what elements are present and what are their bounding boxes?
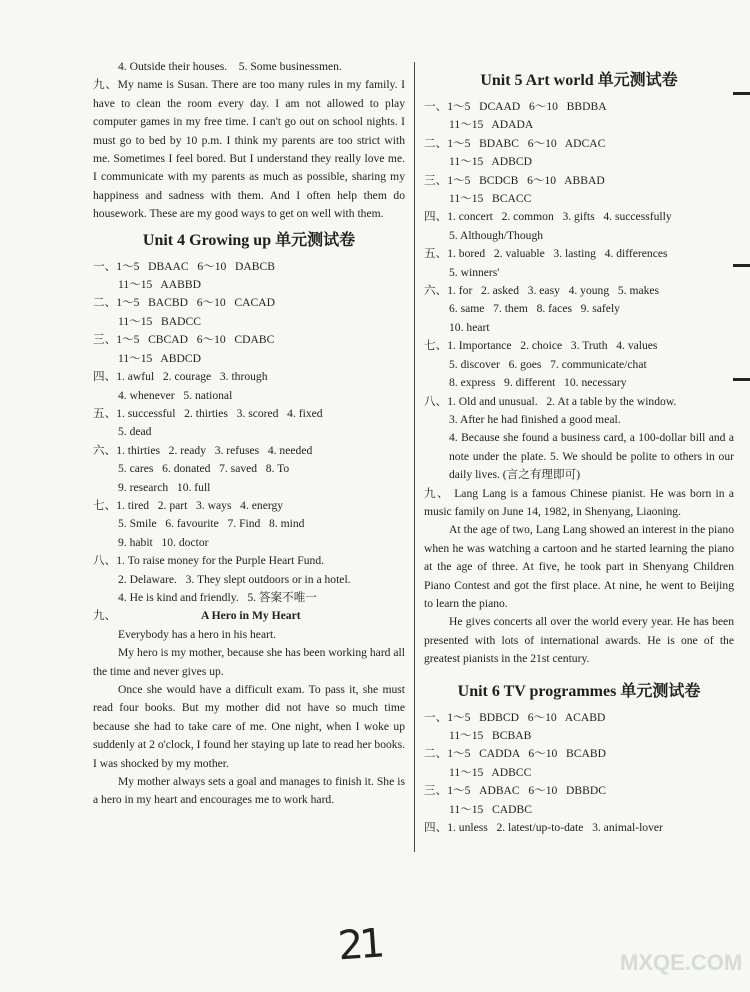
- answer-line: 四、1. concert 2. common 3. gifts 4. successfully: [424, 210, 672, 224]
- answer-line: 11～15 CADBC: [449, 802, 532, 816]
- margin-tick: [733, 378, 750, 381]
- answer-line: 七、1. tired 2. part 3. ways 4. energy: [93, 498, 284, 512]
- answer-line: 二、1～5 CADDA 6～10 BCABD: [424, 747, 606, 761]
- essay-body: [424, 485, 734, 669]
- unit4-answers: [93, 258, 405, 608]
- answer-line: 四、1. awful 2. courage 3. through: [93, 370, 268, 384]
- answer-line: 10. heart: [449, 320, 490, 334]
- unit6-title: Unit 6 TV programmes 单元测试卷: [457, 682, 701, 700]
- answer-line: 七、1. Importance 2. choice 3. Truth 4. values: [424, 339, 658, 353]
- answer-line: 9. habit 10. doctor: [118, 535, 209, 549]
- answer-line: 4. whenever 5. national: [118, 388, 233, 402]
- answer-line: 二、1～5 BACBD 6～10 CACAD: [93, 296, 275, 310]
- left-column: [93, 58, 405, 810]
- answer-line: 4. He is kind and friendly. 5. 答案不唯一: [118, 590, 317, 604]
- answer-line: 五、1. successful 2. thirties 3. scored 4. fixed: [93, 406, 323, 420]
- answer-line: 三、1～5 ADBAC 6～10 DBBDC: [424, 784, 606, 798]
- answer-line: 11～15 AABBD: [118, 278, 201, 292]
- margin-tick: [733, 92, 750, 95]
- answer-line: 四、1. unless 2. latest/up-to-date 3. animal-lover: [424, 821, 663, 835]
- answer-line: 11～15 ADBCD: [449, 155, 532, 169]
- answer-line: 二、1～5 BDABC 6～10 ADCAC: [424, 136, 606, 150]
- column-divider: [414, 62, 415, 852]
- page-number: 21: [336, 920, 383, 970]
- answer-line: 8. express 9. different 10. necessary: [449, 376, 627, 390]
- paragraph: He gives concerts all over the world every year. He has been presented with lots of international awards. He is one of the greatest pianists in the 21st century.: [424, 615, 734, 666]
- unit6-answers: [424, 709, 734, 838]
- answer-line: 11～15 BCACC: [449, 192, 532, 206]
- answer-line: 一、1～5 DBAAC 6～10 DABCB: [93, 259, 275, 273]
- answer-line: 八、1. Old and unusual. 2. At a table by the window.: [424, 394, 677, 408]
- essay-body: [93, 626, 405, 810]
- answer-line: 八、1. To raise money for the Purple Heart Fund.: [93, 554, 325, 568]
- answer-line: 4. Outside their houses. 5. Some businessmen.: [118, 60, 342, 73]
- answer-line: 三、1～5 BCDCB 6～10 ABBAD: [424, 173, 605, 187]
- answer-line: 三、1～5 CBCAD 6～10 CDABC: [93, 333, 275, 347]
- unit5-answers: [424, 98, 734, 429]
- answer-line: 六、1. for 2. asked 3. easy 4. young 5. makes: [424, 284, 660, 298]
- answer-line: 5. Smile 6. favourite 7. Find 8. mind: [118, 517, 305, 531]
- answer-line: 一、1～5 BDBCD 6～10 ACABD: [424, 710, 606, 724]
- paragraph: My hero is my mother, because she has been working hard all the time and never gives up.: [93, 646, 405, 678]
- answer-line: 五、1. bored 2. valuable 3. lasting 4. differences: [424, 247, 668, 261]
- right-column: [424, 58, 734, 837]
- answer-line: 11～15 ADADA: [449, 118, 534, 132]
- answer-line: 一、1～5 DCAAD 6～10 BBDBA: [424, 100, 607, 113]
- answer-line: 5. winners': [449, 265, 500, 279]
- answer-line: 3. After he had finished a good meal.: [449, 412, 621, 426]
- paragraph: 九、My name is Susan. There are too many rules in my family. I have to clean the room every day. I am not allowed to play computer games in my free time. I can't go out on school nights. I must go to bed by 10 p.m. I think my parents are too strict with me. Sometimes I feel bored. But I understand they really love me. I communicate with my parents as much as possible, sharing my happiness and sadness with them. And I often help them do housework. These are my good ways to get on well with them.: [93, 78, 405, 221]
- answer-line: 9. research 10. full: [118, 480, 211, 494]
- answer-line: 六、1. thirties 2. ready 3. refuses 4. needed: [93, 443, 313, 457]
- answer-line: 11～15 ABDCD: [118, 351, 201, 365]
- answer-line: 11～15 ADBCC: [449, 765, 532, 779]
- essay-heading: [93, 607, 405, 625]
- paragraph: At the age of two, Lang Lang showed an interest in the piano when he was watching a cartoon and he started learning the piano at the age of three. At five, he took part in Shenyang Children Piano Contest and got the first place. At nine, he went to Beijing to learn the piano.: [424, 523, 734, 610]
- paragraph: My mother always sets a goal and manages to finish it. She is a hero in my heart and encourages me to work hard.: [93, 775, 405, 807]
- answer-line: 5. Although/Though: [449, 228, 544, 242]
- answer-paragraph: 4. Because she found a business card, a 100-dollar bill and a note under the plate. 5. We should be polite to others in our daily lives. (言之有理即可): [449, 431, 734, 482]
- essay-paragraph: [93, 76, 405, 223]
- watermark-logo: [620, 920, 748, 984]
- answer-line: 5. dead: [118, 425, 152, 439]
- essay-label: 九、: [93, 609, 117, 623]
- margin-tick: [733, 264, 750, 267]
- answer-line: 6. same 7. them 8. faces 9. safely: [449, 302, 620, 316]
- essay-title: A Hero in My Heart: [201, 609, 301, 623]
- paragraph: Everybody has a hero in his heart.: [118, 627, 277, 641]
- answer-line: 11～15 BCBAB: [449, 729, 532, 742]
- unit4-title: Unit 4 Growing up 单元测试卷: [142, 231, 356, 249]
- answer-line: 5. discover 6. goes 7. communicate/chat: [449, 357, 647, 371]
- answer-line: 11～15 BADCC: [118, 314, 201, 328]
- watermark-text: MXQE.COM: [620, 950, 743, 975]
- paragraph: 九、 Lang Lang is a famous Chinese pianist. He was born in a music family on June 14, 1982, in Shenyang, Liaoning.: [424, 486, 734, 518]
- paragraph: Once she would have a difficult exam. To pass it, she must read four books. But my mother did not have so much time because she had to take care of me. One night, when I woke up suddenly at 2 o'clock, I found her staying up late to read her books. I was shocked by my mother.: [93, 683, 405, 770]
- unit5-title: Unit 5 Art world 单元测试卷: [480, 72, 678, 89]
- answer-line: 2. Delaware. 3. They slept outdoors or in a hotel.: [118, 572, 351, 586]
- answer-line: 5. cares 6. donated 7. saved 8. To: [118, 462, 290, 476]
